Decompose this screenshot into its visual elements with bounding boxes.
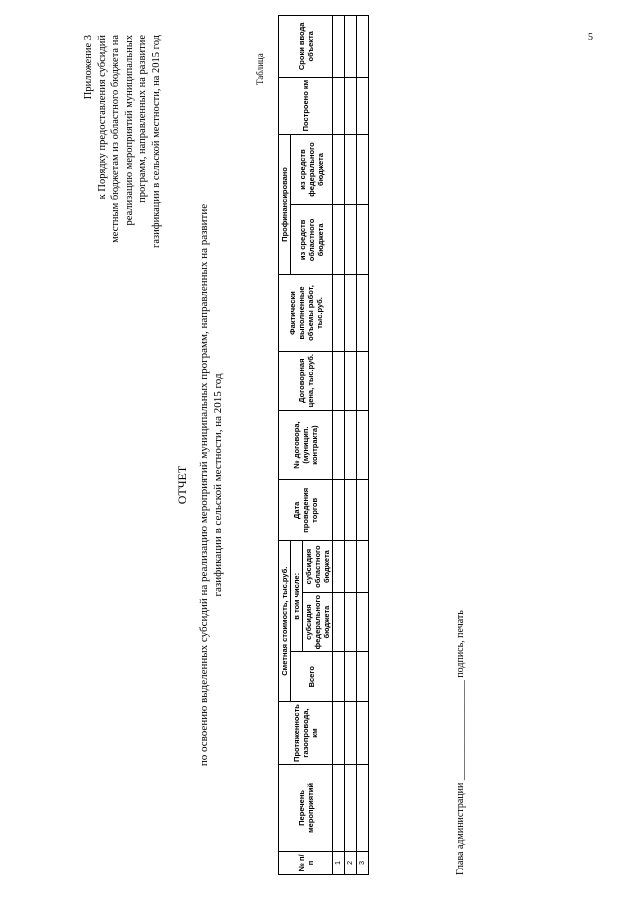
header-contract-no: № договора, (муницип. контракта) [279, 410, 333, 480]
row-number: 3 [357, 851, 369, 874]
page-number: 5 [588, 32, 593, 43]
appendix-line: газификации в сельской местности, на 2015 год [150, 35, 162, 248]
table-row [345, 16, 357, 875]
report-title-line: газификации в сельской местности, на 2015 год [212, 373, 224, 597]
header-from-federal: из средств федерального бюджета [291, 134, 333, 205]
appendix-line: реализацию мероприятий муниципальных [123, 35, 135, 226]
header-reg-subsidy: субсидия областного бюджета [303, 541, 333, 593]
row-number: 1 [333, 851, 345, 874]
row-number: 2 [345, 851, 357, 874]
header-tender-date: Дата проведения торгов [279, 480, 333, 541]
report-table [278, 15, 369, 875]
appendix-line: местным бюджетам из областного бюджета на [110, 35, 121, 243]
signature-blank: ____________________ [455, 680, 466, 781]
header-num: № п/п [279, 851, 333, 874]
header-estimate: Сметная стоимость, тыс.руб. [279, 541, 291, 702]
report-title-line: по освоению выделенных субсидий на реализацию мероприятий муниципальных программ, направленных на развитие [198, 203, 210, 767]
header-financed: Профинансировано [279, 134, 291, 275]
header-length: Протяженность газопровода, км [279, 702, 333, 765]
signature-caption: подпись, печать [455, 610, 466, 678]
header-actual-volume: Фактически выполненные объемы работ, тыс.руб. [279, 275, 333, 351]
report-title [175, 105, 225, 865]
header-incl: в том числе: [291, 541, 303, 652]
table-row [357, 16, 369, 875]
header-fed-subsidy: субсидия федерального бюджета [303, 592, 333, 651]
header-total: Всего [291, 652, 333, 702]
header-contract-price: Договорная цена, тыс.руб. [279, 351, 333, 410]
signature-title: Глава администрации [455, 782, 466, 875]
signature-line [455, 610, 466, 875]
table-label: Таблица [255, 53, 265, 85]
appendix-line: программ, направленных на развитие [137, 35, 148, 203]
appendix-block [82, 35, 163, 305]
table-row [333, 16, 345, 875]
header-commission-dates: Сроки ввода объекта [279, 16, 333, 78]
header-from-regional: из средств областного бюджета [291, 205, 333, 275]
header-measures: Перечень мероприятий [279, 764, 333, 851]
appendix-line: к Порядку предоставления субсидий [96, 35, 108, 200]
report-heading: ОТЧЕТ [175, 465, 189, 505]
appendix-line: Приложение 3 [83, 35, 94, 100]
header-built-km: Построено км [279, 77, 333, 134]
